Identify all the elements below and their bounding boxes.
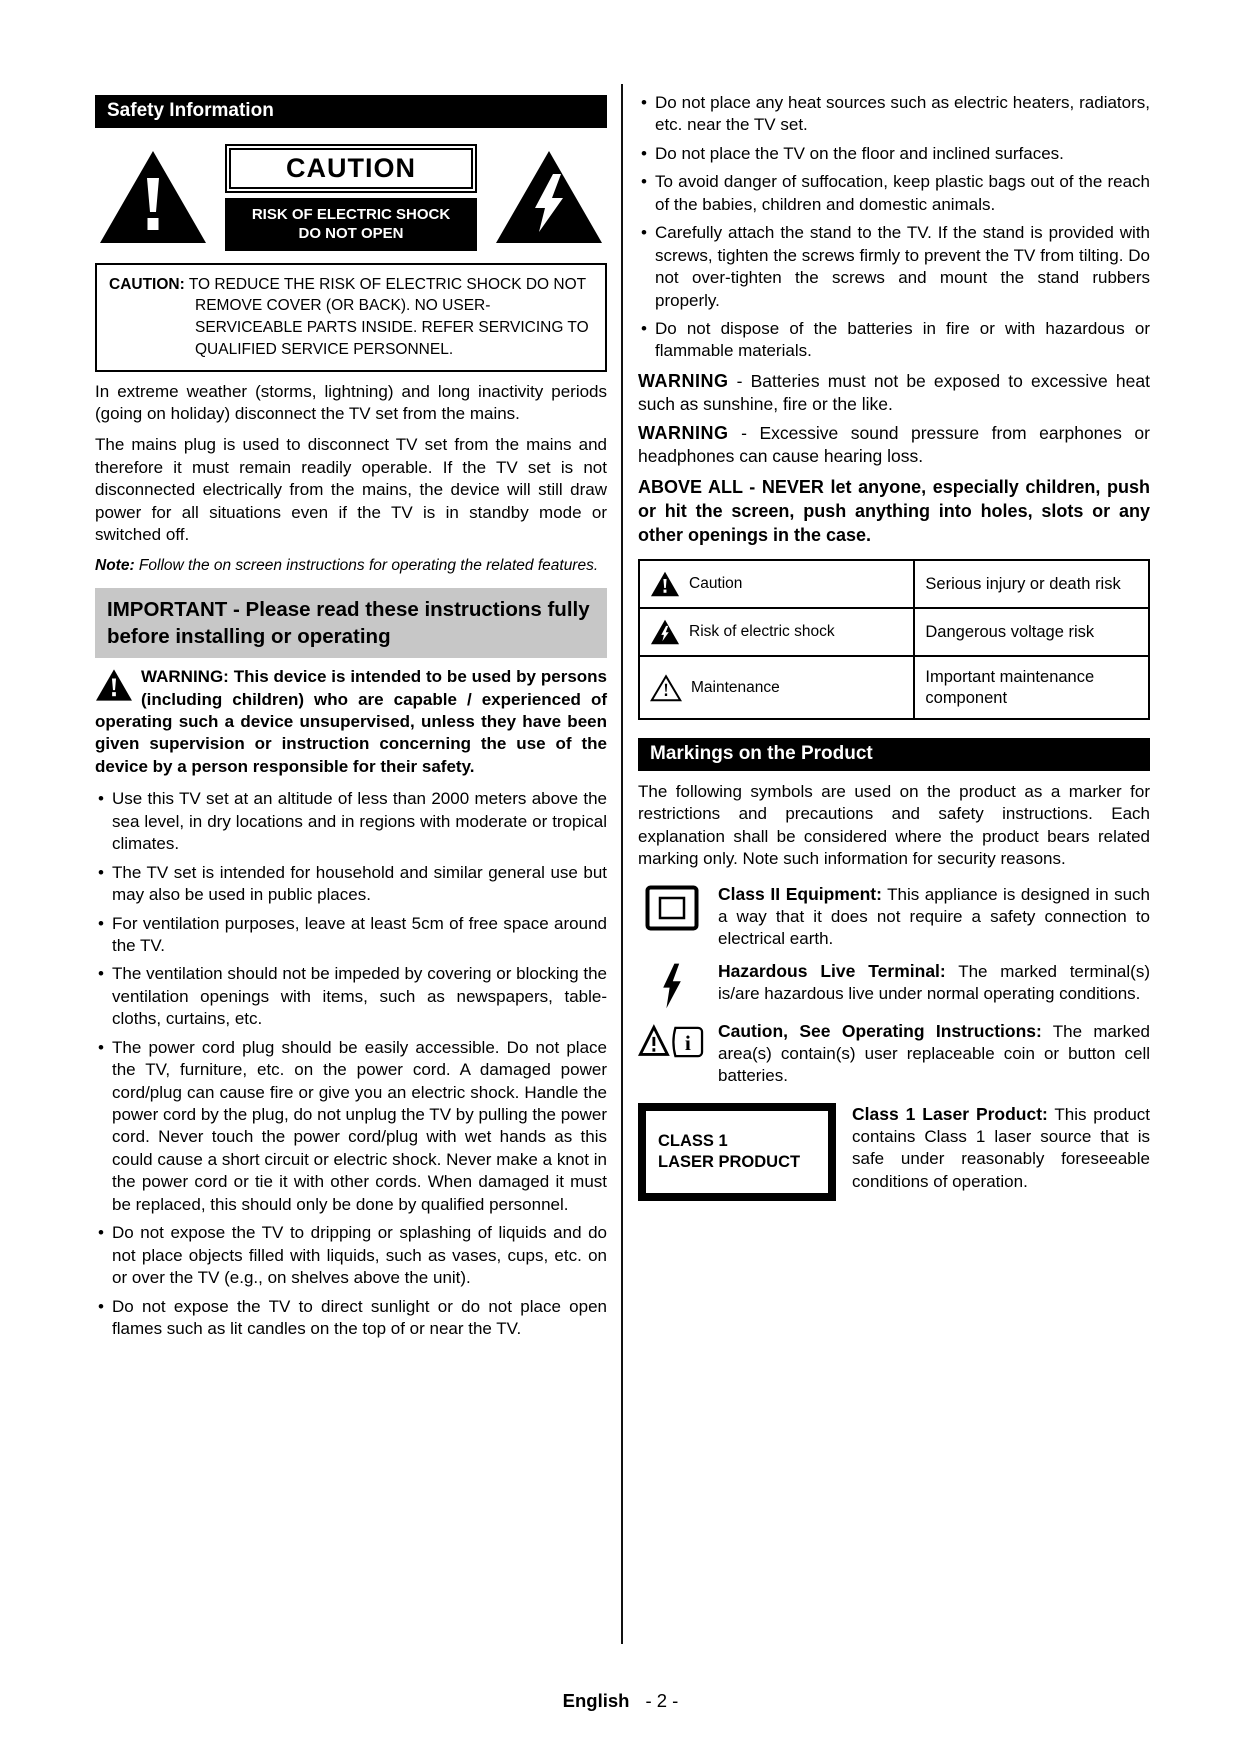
bullet-text: Do not place the TV on the floor and inclined surfaces.: [655, 143, 1064, 163]
caution-graphic: [97, 144, 605, 251]
note-label: Note:: [95, 556, 135, 574]
bullet-item: [638, 92, 1150, 137]
bullet-text: The TV set is intended for household and similar general use but may also be used in public places.: [112, 862, 607, 905]
note-text: Follow the on screen instructions for operating the related features.: [138, 556, 599, 574]
marking-label: Class II Equipment:: [718, 883, 882, 904]
section-header-safety-information: Safety Information: [95, 95, 607, 128]
page-footer: [0, 1690, 1241, 1712]
warning-triangle-small-icon: [95, 668, 133, 702]
marking-label: Caution, See Operating Instructions:: [718, 1020, 1042, 1041]
symbol-risk-table: [638, 559, 1150, 720]
bullet-text: The ventilation should not be impeded by covering or blocking the ventilation openings with items, such as newspapers, table-cloths, curtains, etc.: [112, 964, 607, 1029]
warning-device-paragraph: [95, 666, 607, 778]
bullet-text: Do not expose the TV to dripping or splashing of liquids and do not place objects filled with liquids, such as vases, cups, etc. on or over the TV (e.g., on shelves above the unit).: [112, 1223, 607, 1288]
maintenance-triangle-icon: [650, 674, 682, 702]
warning-text: - Excessive sound pressure from earphones or headphones can cause hearing loss.: [638, 422, 1150, 467]
marking-label: Hazardous Live Terminal:: [718, 960, 946, 981]
important-instructions-header: IMPORTANT - Please read these instructions fully before installing or operating: [95, 588, 607, 658]
symbol-label: Maintenance: [691, 678, 780, 696]
bullet-item: [638, 318, 1150, 363]
bullet-text: Carefully attach the stand to the TV. If the stand is provided with screws, tighten the screws firmly to prevent the TV from tilting. Do not over-tighten the screws and mount the stand rubbers properly.: [655, 223, 1150, 310]
above-all-paragraph: ABOVE ALL - NEVER let anyone, especially children, push or hit the screen, push anything into holes, slots or any other openings in the case.: [638, 476, 1150, 545]
symbol-description: Important maintenance component: [914, 656, 1149, 719]
symbol-cell: [639, 656, 914, 719]
caution-see-instructions-icon: [638, 1020, 706, 1062]
class-ii-equipment-icon: [638, 883, 706, 931]
marking-text: [852, 1103, 1150, 1192]
laser-box-line1: CLASS 1: [658, 1131, 728, 1150]
marking-text: [718, 883, 1150, 950]
warning-batteries-paragraph: [638, 369, 1150, 417]
warning-label: WARNING: [638, 422, 729, 443]
table-row: [639, 608, 1149, 656]
bullet-item: [638, 171, 1150, 216]
marking-class-1-laser: [638, 1103, 1150, 1201]
risk-line-1: RISK OF ELECTRIC SHOCK: [251, 205, 451, 223]
caution-label-stack: [225, 144, 477, 251]
svg-text:i: i: [684, 1030, 691, 1055]
bullet-item: [95, 788, 607, 855]
caution-note-body: TO REDUCE THE RISK OF ELECTRIC SHOCK DO NOT REMOVE COVER (OR BACK). NO USER-SERVICEABLE PARTS INSIDE. REFER SERVICING TO QUALIFIED SERVICE PERSONNEL.: [188, 275, 589, 358]
risk-of-electric-shock-label: [225, 198, 477, 251]
bullet-text: To avoid danger of suffocation, keep plastic bags out of the reach of the babies, children and domestic animals.: [655, 172, 1150, 214]
symbol-label: Caution: [689, 574, 743, 592]
left-column: [95, 95, 607, 1346]
bullet-text: For ventilation purposes, leave at least 5cm of free space around the TV.: [112, 913, 607, 955]
markings-intro: The following symbols are used on the product as a marker for restrictions and precautions and safety instructions. Each explanation shall be considered where the product bears related marking only. Note such information for security reasons.: [638, 781, 1150, 869]
marking-body: This appliance is designed in such a way that it does not require a safety connection to electrical earth.: [718, 884, 1150, 948]
caution-note-box: [95, 263, 607, 372]
bullet-text: The power cord plug should be easily accessible. Do not place the TV, furniture, etc. on the power cord. A damaged power cord/plug can cause fire or give you an electric shock. Handle the power cord by the plug, do not unplug the TV by pulling the power cord. Never touch the power cord/plug with wet hands as this could cause a short circuit or electric shock. Never make a knot in the power cord or tie it with other cords. When damaged it must be replaced, this should only be done by qualified personnel.: [112, 1037, 607, 1214]
caution-triangle-icon: [650, 571, 680, 597]
marking-body: The marked terminal(s) is/are hazardous live under normal operating conditions.: [718, 961, 1150, 1004]
warning-label: WARNING:: [141, 667, 229, 687]
bullet-item: [95, 1037, 607, 1217]
table-row: [639, 560, 1149, 608]
symbol-label: Risk of electric shock: [689, 622, 835, 640]
column-divider: [621, 84, 623, 1644]
symbol-cell: [639, 560, 914, 608]
hazardous-live-terminal-icon: [638, 960, 706, 1010]
warning-triangle-icon: [97, 148, 209, 246]
symbol-description: Dangerous voltage risk: [914, 608, 1149, 656]
bullet-item: [95, 862, 607, 907]
bullet-text: Do not expose the TV to direct sunlight or do not place open flames such as lit candles on the top of or near the TV.: [112, 1296, 607, 1338]
bullet-item: [95, 913, 607, 958]
symbol-description: Serious injury or death risk: [914, 560, 1149, 608]
marking-body: The marked area(s) contain(s) user replaceable coin or button cell batteries.: [718, 1021, 1151, 1086]
paragraph-extreme-weather: In extreme weather (storms, lightning) and long inactivity periods (going on holiday) disconnect the TV set from the mains.: [95, 381, 607, 423]
warning-text: - Batteries must not be exposed to excessive heat such as sunshine, fire or the like.: [638, 370, 1150, 415]
marking-caution-see-instructions: [638, 1020, 1150, 1087]
laser-box-line2: LASER PRODUCT: [658, 1153, 801, 1172]
warning-sound-pressure-paragraph: [638, 421, 1150, 469]
symbol-cell: [639, 608, 914, 656]
bullet-text: Do not place any heat sources such as electric heaters, radiators, etc. near the TV set.: [655, 93, 1150, 135]
marking-label: Class 1 Laser Product:: [852, 1104, 1048, 1125]
right-column: [638, 86, 1150, 1211]
caution-note-paragraph: [109, 274, 593, 361]
bullet-item: [638, 143, 1150, 165]
bullet-item: [638, 222, 1150, 312]
bullet-item: [95, 963, 607, 1030]
warning-label: WARNING: [638, 370, 729, 391]
bullet-text: Do not dispose of the batteries in fire or with hazardous or flammable materials.: [655, 318, 1150, 361]
caution-title: CAUTION: [225, 144, 477, 193]
marking-class-ii: [638, 883, 1150, 950]
electric-shock-triangle-icon: [650, 619, 680, 645]
marking-body: This product contains Class 1 laser source that is safe under reasonably foreseeable conditions of operation.: [852, 1105, 1151, 1191]
electric-shock-triangle-icon: [493, 148, 605, 246]
marking-text: [718, 1020, 1150, 1087]
footer-page-number: - 2 -: [645, 1690, 679, 1711]
bullet-item: [95, 1222, 607, 1289]
section-header-markings: Markings on the Product: [638, 738, 1150, 771]
note-paragraph: [95, 556, 607, 576]
warning-text: This device is intended to be used by persons (including children) who are capable / experienced of operating such a device unsupervised, unless they have been given supervision or instruction concerning the use of the device by a person responsible for their safety.: [95, 667, 607, 776]
class-1-laser-product-box: [638, 1103, 836, 1201]
bullet-item: [95, 1296, 607, 1341]
footer-language: English: [562, 1690, 630, 1711]
caution-note-label: CAUTION:: [109, 275, 185, 293]
marking-hazardous-live-terminal: [638, 960, 1150, 1010]
marking-text: [718, 960, 1150, 1005]
bullet-text: Use this TV set at an altitude of less than 2000 meters above the sea level, in dry locations and in regions with moderate or tropical climates.: [112, 789, 607, 854]
paragraph-mains-plug: The mains plug is used to disconnect TV set from the mains and therefore it must remain readily operable. If the TV set is not disconnected electrically from the mains, the device will still draw power for all situations even if the TV is in standby mode or switched off.: [95, 435, 607, 545]
table-row: [639, 656, 1149, 719]
risk-line-2: DO NOT OPEN: [298, 225, 404, 243]
